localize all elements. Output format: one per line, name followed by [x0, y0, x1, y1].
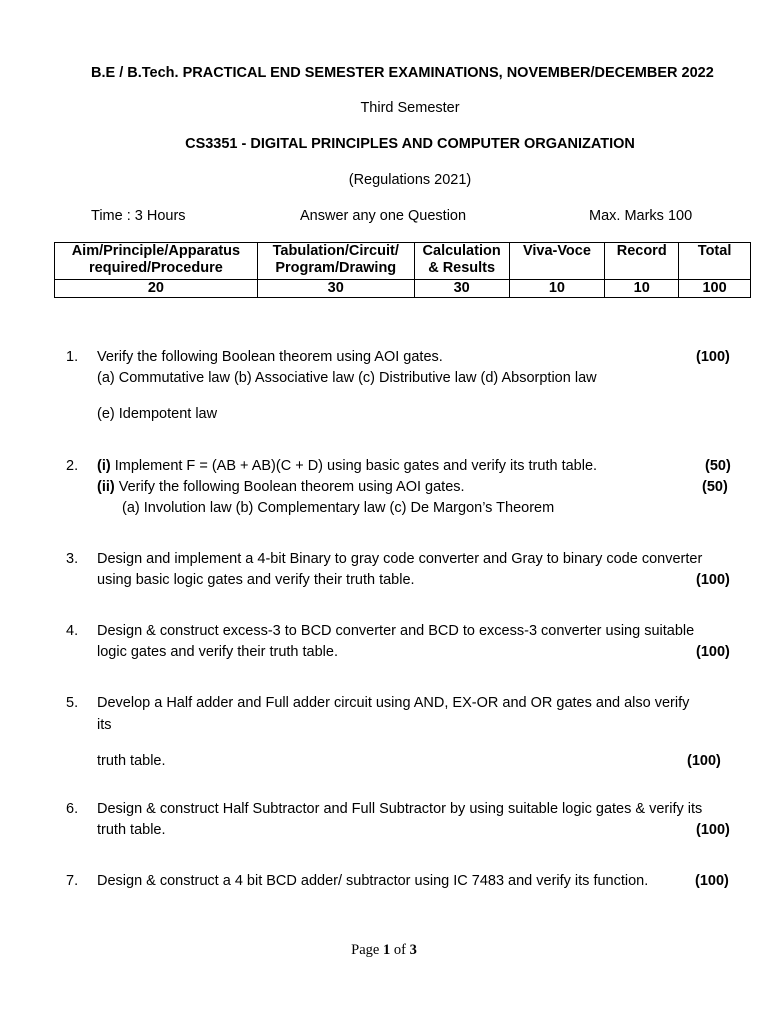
page-footer [0, 942, 768, 959]
part-label: (ii) [97, 479, 115, 495]
value-cell-calculation: 30 [414, 280, 509, 298]
time-info: Time : 3 Hours [91, 208, 186, 224]
question-marks: (100) [695, 873, 729, 889]
part-label: (i) [97, 458, 111, 474]
value-cell-record: 10 [605, 280, 679, 298]
question-subparts: (a) Involution law (b) Complementary law (c) De Margon’s Theorem [122, 500, 555, 516]
question-text-continued: truth table. [97, 753, 166, 769]
question-subparts-extra: (e) Idempotent law [97, 406, 218, 422]
header-cell-viva: Viva-Voce [509, 243, 605, 280]
part-1-marks: (50) [705, 458, 731, 474]
question-text: Design and implement a 4-bit Binary to gray code converter and Gray to binary code converter [97, 551, 703, 567]
value-cell-viva: 10 [509, 280, 605, 298]
header-cell-calculation: Calculation & Results [414, 243, 509, 280]
question-number: 4. [66, 623, 79, 639]
of-word: of [390, 942, 410, 958]
value-cell-total: 100 [679, 280, 751, 298]
question-text: Design & construct Half Subtractor and Full Subtractor by using suitable logic gates & verify its [97, 801, 703, 817]
question-text: Develop a Half adder and Full adder circuit using AND, EX-OR and OR gates and also verify [97, 695, 690, 711]
question-marks: (100) [696, 572, 730, 588]
question-subparts: (a) Commutative law (b) Associative law (c) Distributive law (d) Absorption law [97, 370, 597, 386]
semester-line: Third Semester [360, 100, 460, 116]
header-cell-tabulation: Tabulation/Circuit/ Program/Drawing [257, 243, 414, 280]
question-marks: (100) [687, 753, 721, 769]
page-word: Page [351, 942, 383, 958]
course-title: CS3351 - DIGITAL PRINCIPLES AND COMPUTER ORGANIZATION [185, 136, 635, 152]
part-text: Verify the following Boolean theorem using AOI gates. [114, 479, 465, 495]
question-marks: (100) [696, 822, 730, 838]
header-cell-aim: Aim/Principle/Apparatus required/Procedure [55, 243, 258, 280]
question-text-continued: logic gates and verify their truth table. [97, 644, 338, 660]
question-text-continued: truth table. [97, 822, 166, 838]
question-number: 6. [66, 801, 79, 817]
table-header-row [55, 243, 751, 280]
part-2-marks: (50) [702, 479, 728, 495]
header-cell-total: Total [679, 243, 751, 280]
question-marks: (100) [696, 349, 730, 365]
question-number: 7. [66, 873, 79, 889]
max-marks: Max. Marks 100 [589, 208, 693, 224]
page-number: 1 [382, 942, 391, 958]
question-number: 1. [66, 349, 79, 365]
question-text: Design & construct a 4 bit BCD adder/ subtractor using IC 7483 and verify its function. [97, 873, 649, 889]
value-cell-tabulation: 30 [257, 280, 414, 298]
question-marks: (100) [696, 644, 730, 660]
question-text-continued: its [97, 717, 112, 733]
part-text: Implement F = (AB + AB)(C + D) using basic gates and verify its truth table. [110, 458, 598, 474]
exam-title: B.E / B.Tech. PRACTICAL END SEMESTER EXAMINATIONS, NOVEMBER/DECEMBER 2022 [91, 65, 714, 81]
question-part-2 [97, 479, 465, 495]
question-text-continued: using basic logic gates and verify their truth table. [97, 572, 415, 588]
instruction-text: Answer any one Question [300, 208, 467, 224]
question-text: Design & construct excess-3 to BCD converter and BCD to excess-3 converter using suitable [97, 623, 695, 639]
question-number: 3. [66, 551, 79, 567]
table-row [55, 280, 751, 298]
marks-distribution-table [54, 242, 751, 298]
question-text: Verify the following Boolean theorem using AOI gates. [97, 349, 443, 365]
question-number: 5. [66, 695, 79, 711]
question-number: 2. [66, 458, 79, 474]
regulations-line: (Regulations 2021) [348, 172, 472, 188]
question-part-1 [97, 458, 597, 474]
page-total: 3 [409, 942, 417, 958]
value-cell-aim: 20 [55, 280, 258, 298]
header-cell-record: Record [605, 243, 679, 280]
